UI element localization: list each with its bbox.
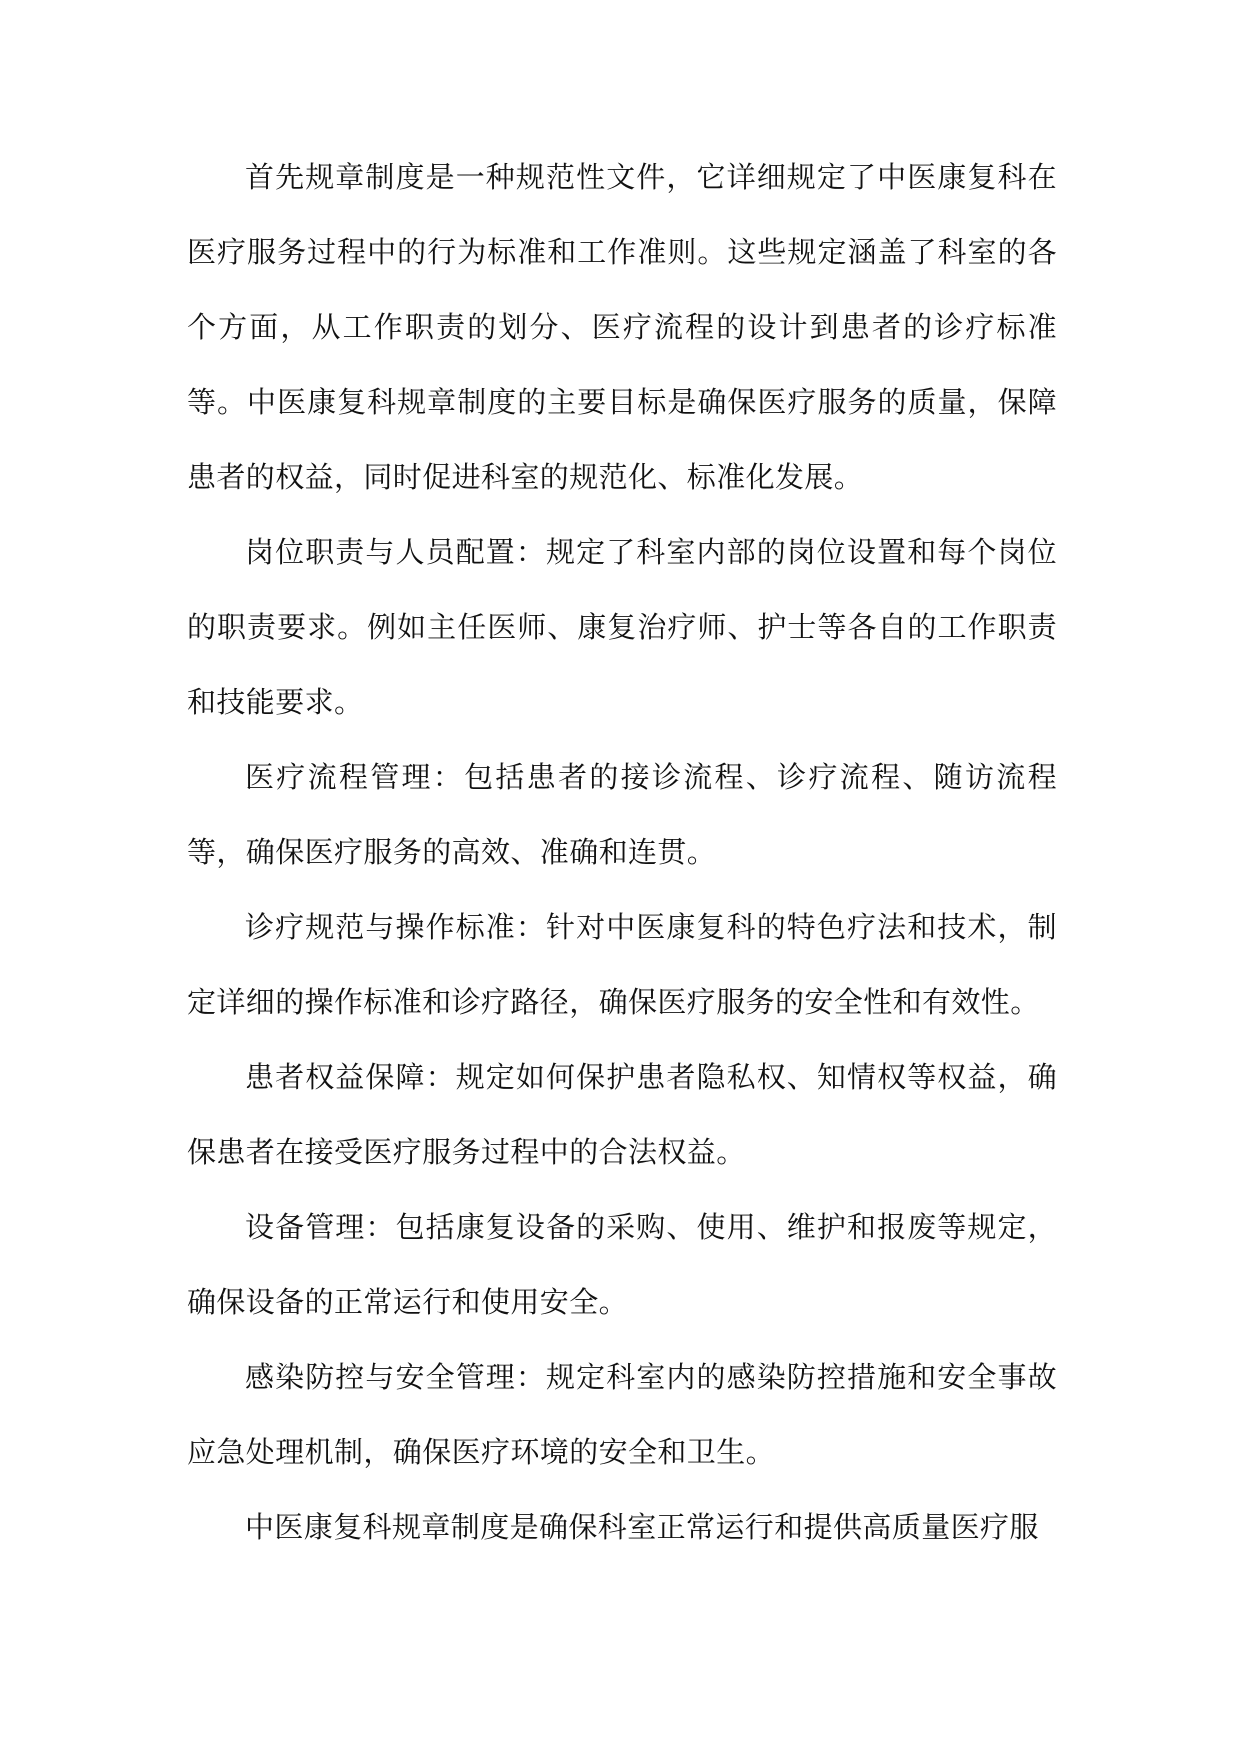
paragraph-equipment-management: 设备管理：包括康复设备的采购、使用、维护和报废等规定，确保设备的正常运行和使用安全。 bbox=[187, 1210, 1057, 1319]
paragraph-intro: 首先规章制度是一种规范性文件，它详细规定了中医康复科在医疗服务过程中的行为标准和工作准则。这些规定涵盖了科室的各个方面，从工作职责的划分、医疗流程的设计到患者的诊疗标准等。中医康复科规章制度的主要目标是确保医疗服务的质量，保障患者的权益，同时促进科室的规范化、标准化发展。 bbox=[187, 160, 1057, 494]
paragraph-patient-rights: 患者权益保障：规定如何保护患者隐私权、知情权等权益，确保患者在接受医疗服务过程中的合法权益。 bbox=[187, 1060, 1057, 1169]
document-body bbox=[187, 140, 1057, 1565]
paragraph-conclusion: 中医康复科规章制度是确保科室正常运行和提供高质量医疗服 bbox=[245, 1510, 1039, 1544]
paragraph-medical-process: 医疗流程管理：包括患者的接诊流程、诊疗流程、随访流程等，确保医疗服务的高效、准确和连贯。 bbox=[187, 760, 1057, 869]
paragraph-job-responsibilities: 岗位职责与人员配置：规定了科室内部的岗位设置和每个岗位的职责要求。例如主任医师、康复治疗师、护士等各自的工作职责和技能要求。 bbox=[187, 535, 1057, 719]
paragraph-diagnosis-standards: 诊疗规范与操作标准：针对中医康复科的特色疗法和技术，制定详细的操作标准和诊疗路径，确保医疗服务的安全性和有效性。 bbox=[187, 910, 1057, 1019]
paragraph-infection-control: 感染防控与安全管理：规定科室内的感染防控措施和安全事故应急处理机制，确保医疗环境的安全和卫生。 bbox=[187, 1360, 1057, 1469]
